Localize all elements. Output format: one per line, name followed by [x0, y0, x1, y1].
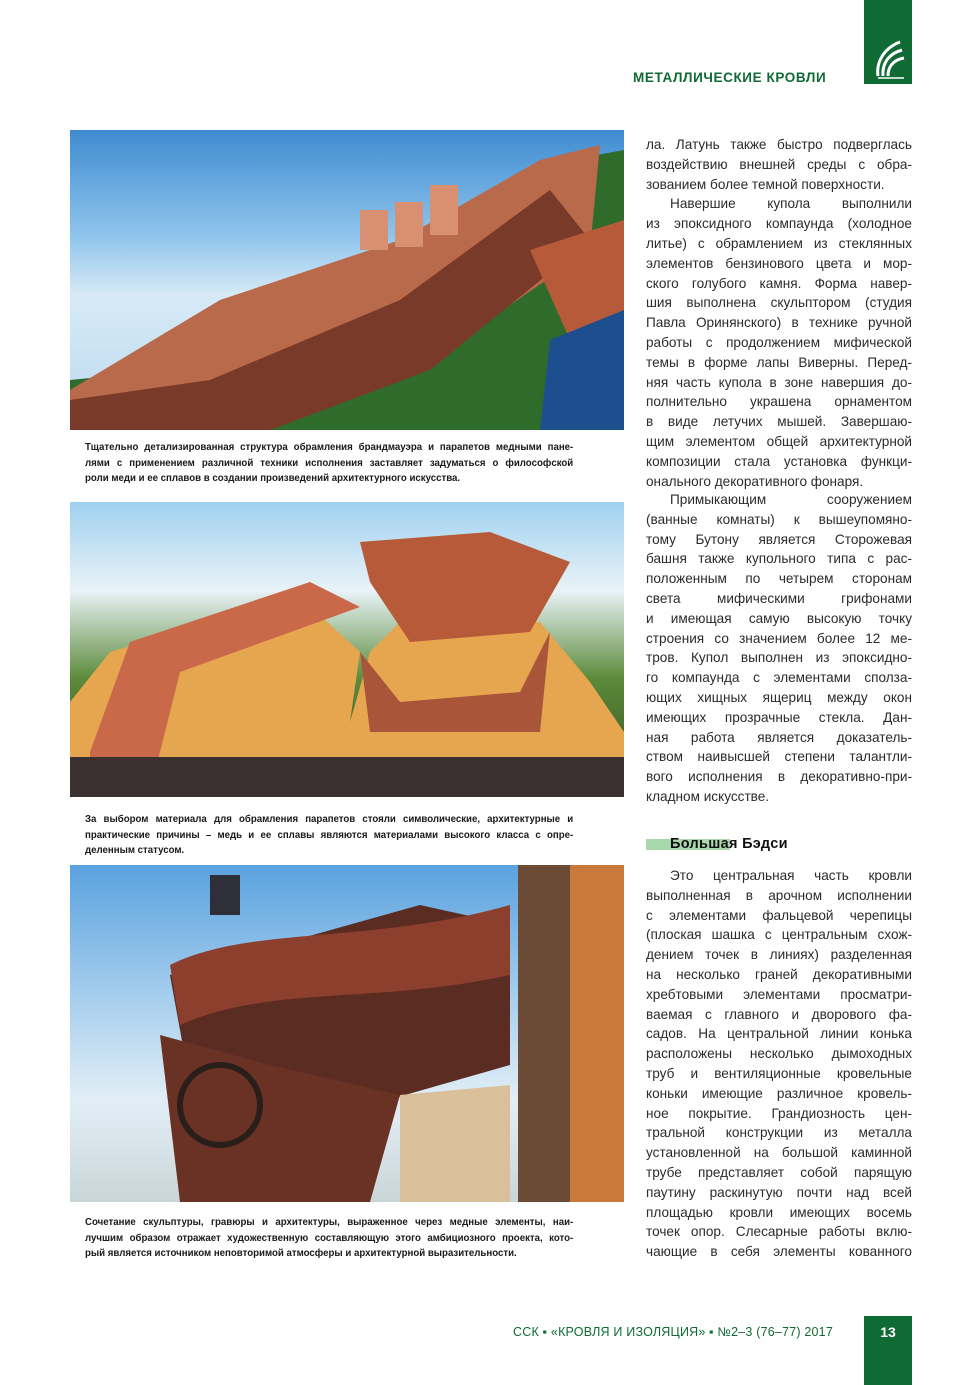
text-line: на несколько граней декоративными [646, 966, 912, 982]
photo-copper-parapet-roof [70, 130, 624, 430]
text-line: дением точек в линиях) разделенная [646, 947, 912, 963]
text-line: строения со значением более 12 ме- [646, 630, 912, 646]
photo-copper-sculpture-roof [70, 865, 624, 1202]
text-line: композиции стала установка функци- [646, 453, 912, 469]
text-line: шия выполнена скульптором (студия [646, 295, 912, 311]
text-line: лями с применением различной техники исполнения заставляет задуматься о философской [85, 457, 574, 469]
text-line: ством наивысшей степени талантли- [646, 749, 912, 765]
text-line: онального декоративного фонаря. [646, 473, 864, 489]
text-line: ла. Латунь также быстро подверглась [646, 137, 912, 152]
text-line: точек опор. Слесарные работы вклю- [646, 1224, 912, 1240]
text-line: света мифическими грифонами [646, 590, 912, 606]
text-line: установленной на большой каминной [646, 1145, 912, 1161]
text-line: (ванные комнаты) к вышеупомяно- [646, 511, 912, 527]
text-line: трубе представляет собой парящую [646, 1164, 912, 1180]
text-line: выполненная в арочном исполнении [646, 887, 912, 903]
text-line: темы в форме лапы Виверны. Перед- [646, 354, 912, 370]
text-line: элементов бензинового цвета и мор- [646, 255, 912, 271]
text-line: ющих хищных ящериц между окон [646, 689, 912, 705]
text-line: тому Бутону является Сторожевая [646, 531, 912, 547]
text-line: вого исполнения в декоративно-при- [646, 769, 912, 785]
subheading-text: Большая Бэдси [670, 836, 788, 852]
photo-copper-parapet-brick [70, 502, 624, 797]
text-line: рый является источником неповторимой атмосферы и архитектурной выразительности. [85, 1248, 517, 1259]
text-line: ная работа является доказатель- [646, 729, 912, 745]
text-line: ского голубого камня. Форма навер- [646, 275, 912, 291]
text-line: садов. На центральной линии конька [646, 1026, 912, 1042]
text-line: Сочетание скульптуры, гравюры и архитектуры, выраженное через медные элементы, наи- [85, 1217, 574, 1228]
photo-caption-1 [85, 440, 573, 487]
text-line: и имеющая самую высокую точку [646, 610, 912, 626]
text-line: За выбором материала для обрамления парапетов стояли символические, архитектурные и [85, 814, 574, 825]
text-line: положенным по четырем сторонам [646, 571, 912, 587]
publication-footer: ССК ▪ «КРОВЛЯ И ИЗОЛЯЦИЯ» ▪ №2–3 (76–77) 2017 [513, 1325, 833, 1339]
text-line: коньки имеющие различное кровель- [646, 1085, 912, 1101]
leaf-logo-icon [870, 36, 906, 80]
text-line: тральной конструкции из металла [646, 1125, 912, 1141]
body-text-block-3 [646, 866, 912, 1262]
page-number-tab [864, 1316, 912, 1385]
text-line: лучшим образом отражает художественную составляющую этого амбициозного проекта, кото- [85, 1232, 574, 1244]
text-line: Навершие купола выполнили [670, 196, 912, 212]
body-text-block-1 [646, 135, 912, 491]
subheading [646, 835, 788, 855]
text-line: го компаунда с элементами сполза- [646, 670, 912, 686]
text-line: из эпоксидного компаунда (холодное [646, 216, 912, 232]
text-line: Тщательно детализированная структура обрамления брандмауэра и парапетов медными пане- [85, 442, 574, 453]
text-line: имеющих прозрачные стекла. Дан- [646, 709, 912, 725]
text-line: кладном искусстве. [646, 788, 770, 804]
text-line: хребтовыми элементами просматри- [646, 986, 912, 1002]
text-line: с элементами фальцевой черепицы [646, 907, 912, 923]
text-line: чающие в себя элементы кованного [646, 1244, 912, 1260]
text-line: литье) с обрамлением из стеклянных [646, 235, 912, 251]
section-title: МЕТАЛЛИЧЕСКИЕ КРОВЛИ [633, 70, 827, 85]
text-line: ное покрытие. Грандиозность цен- [646, 1105, 912, 1121]
photo-caption-3 [85, 1215, 573, 1262]
text-line: тров. Купол выполнен из эпоксидно- [646, 650, 912, 666]
text-line: труб и вентиляционные кровельные [646, 1065, 912, 1081]
text-line: паутину раскинутую почти над всей [646, 1184, 912, 1200]
text-line: воздействию внешней среды с обра- [646, 156, 912, 172]
text-line: Павла Оринянского) в технике ручной [646, 315, 912, 331]
text-line: расположены несколько дымоходных [646, 1046, 912, 1062]
text-line: Это центральная часть кровли [670, 868, 912, 883]
text-line: площадью кровли имеющих восемь [646, 1204, 912, 1220]
text-line: практические причины – медь и ее сплавы являются материалами высокого класса с опре- [85, 829, 574, 841]
photo-caption-2 [85, 812, 573, 859]
text-line: башня также купольного типа с рас- [646, 551, 912, 567]
text-line: работы с продолжением мифической [646, 334, 912, 350]
text-line: щим элементом общей архитектурной [646, 433, 912, 449]
text-line: (плоская шашка с центральным схож- [646, 927, 912, 943]
text-line: ваемая с главного и дворового фа- [646, 1006, 912, 1022]
text-line: деленным статусом. [85, 845, 185, 856]
text-line: роли меди и ее сплавов в создании произведений архитектурного искусства. [85, 473, 461, 484]
header-tab [864, 0, 912, 84]
page-number: 13 [880, 1324, 896, 1340]
text-line: Примыкающим сооружением [670, 492, 912, 507]
text-line: зованием более темной поверхности. [646, 176, 885, 192]
body-text-block-2 [646, 490, 912, 807]
text-line: в виде летучих мышей. Завершаю- [646, 414, 912, 430]
text-line: полнительно украшена орнаментом [646, 394, 912, 410]
text-line: няя часть купола в зоне навершия до- [646, 374, 912, 390]
